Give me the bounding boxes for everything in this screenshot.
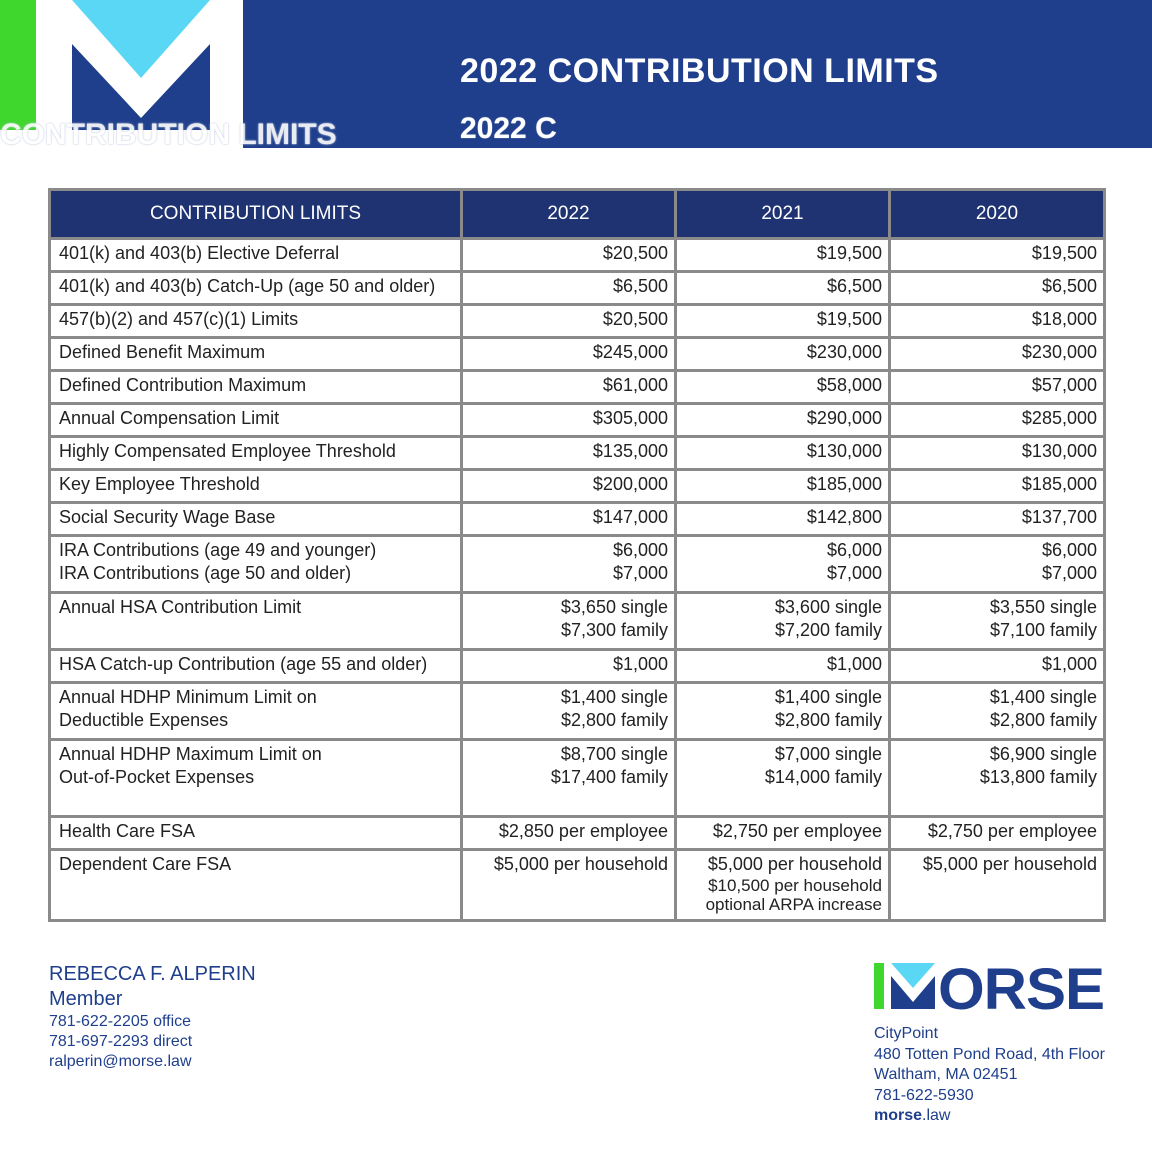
table-row — [50, 305, 1105, 338]
morse-wordmark-logo — [874, 960, 1104, 1012]
value-line: $6,900 single — [989, 744, 1097, 764]
row-label-ira — [50, 536, 462, 593]
row-label: Social Security Wage Base — [50, 503, 462, 536]
table-row — [50, 593, 1105, 650]
row-label: Annual Compensation Limit — [50, 404, 462, 437]
cell-2020: $230,000 — [890, 338, 1105, 371]
cell-2022 — [462, 536, 676, 593]
cell-2021: $290,000 — [676, 404, 890, 437]
value-line: $3,600 single — [774, 597, 882, 617]
cell-2022: $200,000 — [462, 470, 676, 503]
website-bold: morse — [874, 1107, 923, 1124]
address-city: Waltham, MA 02451 — [874, 1066, 1018, 1083]
row-label-hdhp-min — [50, 683, 462, 740]
cell-2021: $2,750 per employee — [676, 817, 890, 850]
ira-label-under-50: IRA Contributions (age 49 and younger) — [59, 540, 377, 560]
cell-2021: $6,500 — [676, 272, 890, 305]
column-header: 2021 — [676, 190, 890, 239]
table-row — [50, 404, 1105, 437]
cell-2020 — [890, 683, 1105, 740]
table-row — [50, 437, 1105, 470]
column-header: 2020 — [890, 190, 1105, 239]
value-line: $6,000 — [826, 540, 882, 560]
ira-label-50-plus: IRA Contributions (age 50 and older) — [59, 563, 352, 583]
cell-2022: $135,000 — [462, 437, 676, 470]
table-row — [50, 272, 1105, 305]
label-line: Annual HDHP Maximum Limit on — [59, 744, 322, 764]
value-line: $3,650 single — [560, 597, 668, 617]
morse-m-logo — [36, 0, 243, 130]
svg-text:ORSE: ORSE — [938, 960, 1104, 1012]
label-line: Annual HDHP Minimum Limit on — [59, 687, 317, 707]
cell-2022 — [462, 740, 676, 817]
value-line: $13,800 family — [979, 767, 1097, 787]
contact-role: Member — [49, 988, 123, 1010]
cell-2022: $1,000 — [462, 650, 676, 683]
cell-2020: $5,000 per household — [890, 850, 1105, 921]
row-label: Health Care FSA — [50, 817, 462, 850]
row-label: Defined Contribution Maximum — [50, 371, 462, 404]
cell-2020: $185,000 — [890, 470, 1105, 503]
cell-2021: $19,500 — [676, 239, 890, 272]
label-line: Out-of-Pocket Expenses — [59, 767, 255, 787]
value-line: $5,000 per household — [707, 854, 882, 874]
cell-2020: $1,000 — [890, 650, 1105, 683]
cell-2021: $185,000 — [676, 470, 890, 503]
cell-2021 — [676, 683, 890, 740]
table-row — [50, 338, 1105, 371]
column-header: CONTRIBUTION LIMITS — [50, 190, 462, 239]
contact-office-phone: 781-622-2205 office — [49, 1013, 192, 1030]
cell-2022: $20,500 — [462, 239, 676, 272]
cell-2020: $57,000 — [890, 371, 1105, 404]
value-line: $7,000 — [1041, 563, 1097, 583]
value-line: $7,000 — [612, 563, 668, 583]
row-label: Annual HSA Contribution Limit — [50, 593, 462, 650]
cell-2020: $6,500 — [890, 272, 1105, 305]
cell-2020 — [890, 536, 1105, 593]
value-line: $7,000 — [826, 563, 882, 583]
cell-2022: $245,000 — [462, 338, 676, 371]
office-address-block — [874, 1024, 1105, 1127]
value-line: $7,200 family — [774, 620, 882, 640]
cell-2021 — [676, 850, 890, 921]
table-row — [50, 239, 1105, 272]
cell-2021: $130,000 — [676, 437, 890, 470]
cell-2022: $147,000 — [462, 503, 676, 536]
column-header: 2022 — [462, 190, 676, 239]
cell-2021 — [676, 593, 890, 650]
cell-2020: $19,500 — [890, 239, 1105, 272]
value-line: $17,400 family — [550, 767, 668, 787]
contribution-limits-table — [48, 188, 1106, 922]
cell-2020: $285,000 — [890, 404, 1105, 437]
cell-2022: $2,850 per employee — [462, 817, 676, 850]
value-line: $2,800 family — [560, 710, 668, 730]
cell-2022: $61,000 — [462, 371, 676, 404]
row-label: Dependent Care FSA — [50, 850, 462, 921]
table-row — [50, 503, 1105, 536]
cell-2022 — [462, 683, 676, 740]
value-line: $14,000 family — [764, 767, 882, 787]
value-line: $6,000 — [1041, 540, 1097, 560]
table-row — [50, 470, 1105, 503]
page-title: 2022 CONTRIBUTION LIMITS — [460, 52, 939, 90]
website-link[interactable] — [874, 1106, 1105, 1127]
cell-2022 — [462, 593, 676, 650]
website-suffix: .law — [922, 1107, 951, 1124]
row-label: HSA Catch-up Contribution (age 55 and older) — [50, 650, 462, 683]
address-place: CityPoint — [874, 1025, 939, 1042]
table-row — [50, 683, 1105, 740]
table-row — [50, 817, 1105, 850]
cell-2021: $19,500 — [676, 305, 890, 338]
table-row — [50, 536, 1105, 593]
contact-direct-phone: 781-697-2293 direct — [49, 1033, 193, 1050]
value-line: $1,400 single — [560, 687, 668, 707]
cell-2021: $58,000 — [676, 371, 890, 404]
value-line: $7,000 single — [774, 744, 882, 764]
green-accent-bar — [0, 0, 36, 130]
table-row — [50, 850, 1105, 921]
value-line: $2,800 family — [774, 710, 882, 730]
cell-2020: $18,000 — [890, 305, 1105, 338]
contact-email[interactable]: ralperin@morse.law — [49, 1053, 192, 1070]
row-label: Key Employee Threshold — [50, 470, 462, 503]
value-line: $10,500 per household — [708, 876, 882, 895]
contact-name: REBECCA F. ALPERIN — [49, 963, 256, 985]
value-line: $7,300 family — [560, 620, 668, 640]
value-line: $3,550 single — [989, 597, 1097, 617]
table-row — [50, 650, 1105, 683]
address-phone: 781-622-5930 — [874, 1086, 974, 1104]
row-label: 401(k) and 403(b) Catch-Up (age 50 and older) — [50, 272, 462, 305]
cell-2022: $20,500 — [462, 305, 676, 338]
value-line: $1,400 single — [774, 687, 882, 707]
cell-2020: $130,000 — [890, 437, 1105, 470]
cell-2021 — [676, 740, 890, 817]
cell-2020 — [890, 593, 1105, 650]
table-header-row — [50, 190, 1105, 239]
row-label: 401(k) and 403(b) Elective Deferral — [50, 239, 462, 272]
cell-2020: $137,700 — [890, 503, 1105, 536]
row-label: Highly Compensated Employee Threshold — [50, 437, 462, 470]
cell-2021: $230,000 — [676, 338, 890, 371]
address-street: 480 Totten Pond Road, 4th Floor — [874, 1045, 1105, 1063]
row-label: 457(b)(2) and 457(c)(1) Limits — [50, 305, 462, 338]
cell-2020 — [890, 740, 1105, 817]
row-label-hdhp-max — [50, 740, 462, 817]
cell-2022: $305,000 — [462, 404, 676, 437]
cell-2022: $5,000 per household — [462, 850, 676, 921]
arpa-note: optional ARPA increase — [705, 895, 882, 914]
cell-2020: $2,750 per employee — [890, 817, 1105, 850]
cell-2021: $1,000 — [676, 650, 890, 683]
value-line: $6,000 — [612, 540, 668, 560]
cell-2022: $6,500 — [462, 272, 676, 305]
cell-2021: $142,800 — [676, 503, 890, 536]
value-line: $1,400 single — [989, 687, 1097, 707]
ghost-heading-right: 2022 C — [460, 112, 557, 145]
ghost-heading-left: CONTRIBUTION LIMITS — [0, 118, 337, 151]
table-row — [50, 740, 1105, 817]
table-row — [50, 371, 1105, 404]
contact-block — [49, 962, 256, 1072]
value-line: $7,100 family — [989, 620, 1097, 640]
value-line: $8,700 single — [560, 744, 668, 764]
cell-2021 — [676, 536, 890, 593]
label-line: Deductible Expenses — [59, 710, 229, 730]
value-line: $2,800 family — [989, 710, 1097, 730]
row-label: Defined Benefit Maximum — [50, 338, 462, 371]
